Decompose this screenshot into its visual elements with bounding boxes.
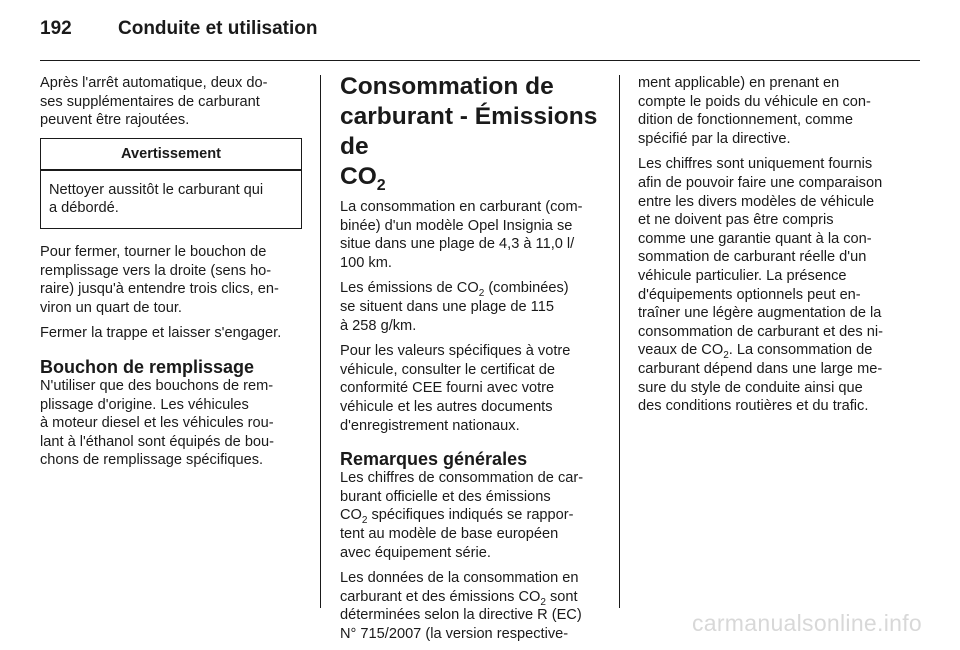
text: Les données de la consommation en carburant et des émissions CO xyxy=(340,570,579,605)
text: Les chiffres de consommation de car- burant officielle et des émissions CO xyxy=(340,470,584,524)
warning-body: Nettoyer aussitôt le carburant qui a débordé. xyxy=(49,181,264,217)
text: spécifiques indiqués se rappor- tent au modèle de base européen avec équipement série. xyxy=(340,507,574,561)
text: sont déterminées selon la directive R (EC) N° 715/2007 (la version respective- xyxy=(340,588,582,642)
main-heading xyxy=(340,72,602,192)
text: (combinées) se situent dans une plage de 115 à 258 g/km. xyxy=(340,280,569,334)
page-number: 192 xyxy=(40,18,72,39)
warning-title: Avertissement xyxy=(120,145,222,162)
section-heading: Bouchon de remplissage xyxy=(40,357,255,378)
text: . La consommation de carburant dépend dans une large me- sure du style de conduite ainsi que des conditions routières et du trafic. xyxy=(638,342,883,415)
column-1 xyxy=(40,74,302,477)
text: Les émissions de CO xyxy=(340,280,479,297)
paragraph: ment applicable) en prenant en compte le poids du véhicule en con- dition de fonctionnement, comme spécifié par la directive. xyxy=(638,75,871,147)
subscript: 2 xyxy=(361,515,368,527)
paragraph: N'utiliser que des bouchons de rem- plissage d'origine. Les véhicules à moteur diesel et les véhicules rou- lant à l'éthanol sont équipés de bou- chons de remplissage spécifiques. xyxy=(40,378,275,469)
column-3 xyxy=(638,74,900,423)
text: Les chiffres sont uniquement fournis afin de pouvoir faire une comparaison entre les divers modèles de véhicule et ne doivent pas être compris comme une garantie quant à la con- sommation de carburant réelle d'un véhicule particulier. La présence d'équipements optionnels peut en- traîner une légère augmentation de la consommation de carburant et des ni- veaux de CO xyxy=(638,156,883,359)
page-header xyxy=(40,18,318,40)
paragraph: Pour les valeurs spécifiques à votre véhicule, consulter le certificat de conformité CEE fourni avec votre véhicule et les autres documents d'enregistrement nationaux. xyxy=(340,343,571,434)
column-divider xyxy=(619,75,620,608)
paragraph xyxy=(340,469,602,562)
paragraph: Pour fermer, tourner le bouchon de remplissage vers la droite (sens ho- raire) jusqu'à entendre trois clics, en- viron un quart de tour. xyxy=(40,244,279,316)
header-rule xyxy=(40,60,920,61)
warning-box xyxy=(40,138,302,229)
paragraph xyxy=(340,569,602,643)
watermark: carmanualsonline.info xyxy=(691,610,922,636)
heading-text: Consommation de carburant - Émissions de CO xyxy=(340,73,598,190)
section-heading: Remarques générales xyxy=(340,449,528,470)
paragraph: Après l'arrêt automatique, deux do- ses supplémentaires de carburant peuvent être rajoutées. xyxy=(40,75,268,129)
paragraph xyxy=(340,279,602,335)
paragraph: La consommation en carburant (com- binée) d'un modèle Opel Insignia se situe dans une plage de 4,3 à 11,0 l/ 100 km. xyxy=(340,199,583,271)
paragraph: Fermer la trappe et laisser s'engager. xyxy=(40,325,282,342)
page-title: Conduite et utilisation xyxy=(118,18,318,39)
subscript: 2 xyxy=(540,596,546,608)
subscript: 2 xyxy=(478,288,485,300)
heading-subscript: 2 xyxy=(376,176,386,194)
subscript: 2 xyxy=(723,350,729,362)
column-divider xyxy=(320,75,321,608)
column-2 xyxy=(340,74,602,650)
paragraph xyxy=(638,155,900,415)
